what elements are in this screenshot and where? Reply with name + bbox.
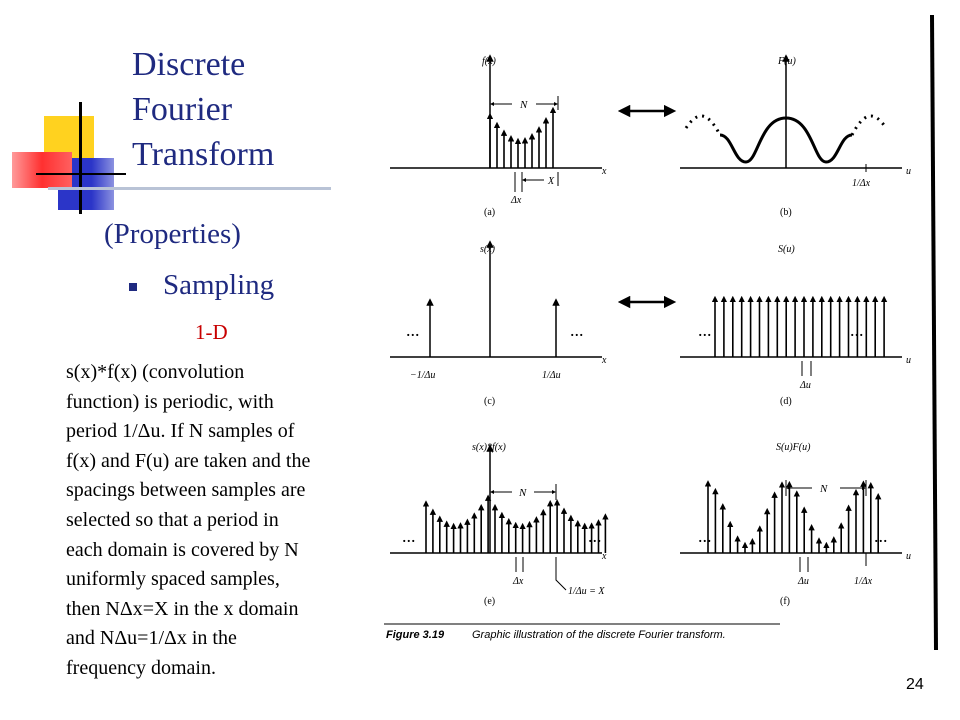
dft-figure: [380, 0, 960, 720]
label-Su: S(u): [778, 244, 795, 255]
deco-red-square: [12, 152, 72, 188]
label-Fu: F(u): [778, 56, 796, 67]
slide-title: [132, 42, 274, 177]
ellipsis: ...: [698, 320, 712, 340]
ellipsis: ...: [588, 526, 602, 546]
figure-caption-text: Graphic illustration of the discrete Fourier transform.: [472, 629, 726, 641]
ellipsis: ...: [698, 526, 712, 546]
body-line: each domain is covered by N: [66, 538, 299, 561]
ellipsis: ...: [402, 526, 416, 546]
body-line: uniformly spaced samples,: [66, 568, 280, 591]
label-u: u: [906, 166, 911, 177]
label-X: X: [548, 176, 555, 187]
panel-letter: (f): [780, 596, 790, 607]
label-N: N: [519, 487, 527, 499]
slide-subtitle: (Properties): [104, 218, 241, 250]
label-inv-dx: 1/Δx: [854, 576, 873, 587]
body-line: selected so that a period in: [66, 508, 279, 531]
body-line: and NΔu=1/Δx in the: [66, 627, 237, 650]
spectrum-curve-dotted: [852, 116, 886, 135]
label-u: u: [906, 551, 911, 562]
deco-horizontal-line: [36, 173, 126, 175]
panel-letter: (d): [780, 396, 792, 407]
label-u: u: [906, 355, 911, 366]
label-du: Δu: [800, 380, 811, 391]
panel-d: [680, 244, 911, 407]
page-number: 24: [906, 676, 924, 693]
label-N: N: [520, 99, 528, 111]
ellipsis: ...: [850, 320, 864, 340]
page-edge-line: [932, 15, 936, 650]
label-neg-inv-du: −1/Δu: [410, 370, 436, 381]
label-dx: Δx: [513, 576, 524, 587]
ellipsis: ...: [570, 320, 584, 340]
panel-letter: (b): [780, 207, 792, 218]
title-line: Fourier: [132, 91, 233, 128]
label-inv-du-eq-X: 1/Δu = X: [568, 586, 605, 597]
label-sx: s(x): [480, 244, 495, 255]
label-x: x: [602, 166, 607, 177]
bullet-sampling: Sampling: [163, 269, 275, 301]
sub-label-1d: 1-D: [195, 320, 228, 344]
body-paragraph: [66, 358, 366, 684]
title-line: Discrete: [132, 46, 246, 83]
body-line: spacings between samples are: [66, 479, 306, 502]
title-divider: [48, 187, 331, 190]
samples-e: [426, 498, 605, 553]
label-SuFu: S(u)F(u): [776, 442, 811, 453]
label-inv-du: 1/Δu: [542, 370, 561, 381]
panel-a: [390, 56, 607, 218]
label-du: Δu: [798, 576, 809, 587]
body-line: function) is periodic, with: [66, 390, 274, 413]
body-line: then NΔx=X in the x domain: [66, 597, 299, 620]
panel-b: [680, 56, 911, 218]
deco-vertical-line: [79, 102, 82, 214]
label-x: x: [602, 551, 607, 562]
label-inv-dx: 1/Δx: [852, 178, 871, 189]
body-line: f(x) and F(u) are taken and the: [66, 449, 311, 472]
panel-c: [390, 244, 607, 407]
panel-e: [390, 442, 607, 607]
label-sxfx: s(x)*f(x): [472, 442, 506, 453]
body-line: period 1/Δu. If N samples of: [66, 420, 295, 443]
bullet-marker: [129, 283, 137, 291]
label-x: x: [602, 355, 607, 366]
panel-letter: (a): [484, 207, 496, 218]
panel-f: [680, 442, 911, 607]
period-pointer: [556, 557, 566, 590]
ellipsis: ...: [874, 526, 888, 546]
label-N: N: [820, 483, 828, 495]
body-line: s(x)*f(x) (convolution: [66, 361, 245, 383]
ellipsis: ...: [406, 320, 420, 340]
panel-letter: (c): [484, 396, 496, 407]
samples-f: [708, 483, 878, 553]
figure-caption-label: Figure 3.19: [386, 629, 445, 641]
title-line: Transform: [132, 136, 275, 173]
panel-letter: (e): [484, 596, 496, 607]
samples-a: [490, 110, 553, 168]
spectrum-curve-dotted: [686, 116, 720, 135]
body-line: frequency domain.: [66, 656, 216, 679]
label-fx: f(x): [482, 56, 496, 67]
label-dx: Δx: [511, 195, 522, 206]
